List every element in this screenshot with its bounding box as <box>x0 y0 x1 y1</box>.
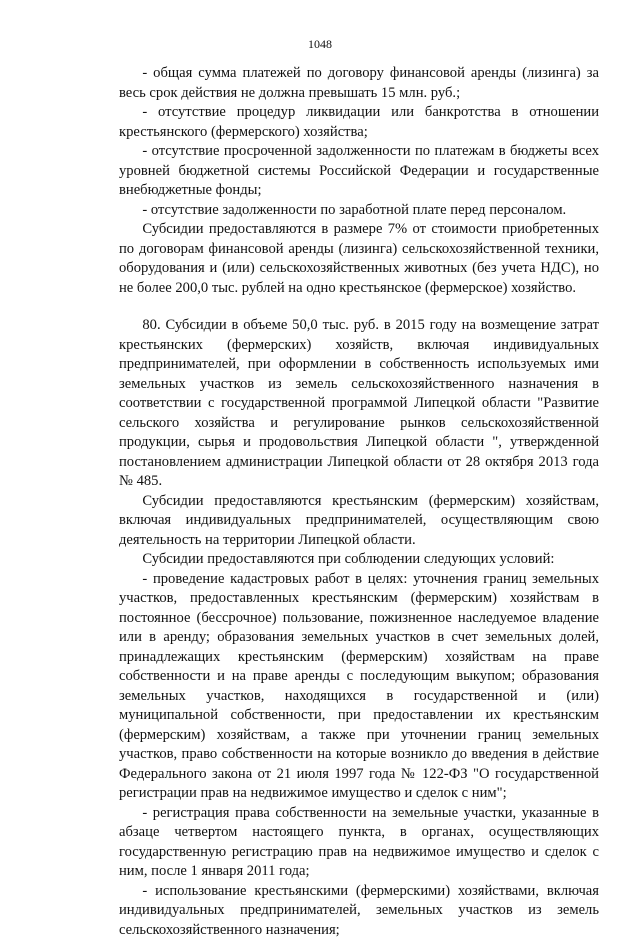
paragraph: - проведение кадастровых работ в целях: уточнения границ земельных участков, предоставленных крестьянским (фермерским) хозяйствам в постоянное (бессрочное) пользование, пожизненное наследуемое владение или в аренду; образования земельных участков в счет земельных долей, принадлежащих крестьянским (фермерским) хозяйствам на праве собственности и на праве аренды с последующим выкупом; образования земельных участков, находящихся в государственной и (или) муниципальной собственности, при предоставлении их крестьянским (фермерским) хозяйствам, а также при уточнении границ земельных участков, право собственности на которые возникло до введения в действие Федерального закона от 21 июля 1997 года № 122-ФЗ "О государственной регистрации прав на недвижимое имущество и сделок с ним"; <box>119 570 599 804</box>
paragraph: - общая сумма платежей по договору финансовой аренды (лизинга) за весь срок действия не должна превышать 15 млн. руб.; <box>119 64 599 103</box>
paragraph: Субсидии предоставляются крестьянским (фермерским) хозяйствам, включая индивидуальных предпринимателей, осуществляющим свою деятельность на территории Липецкой области. <box>119 492 599 551</box>
paragraph: - отсутствие процедур ликвидации или банкротства в отношении крестьянского (фермерского) хозяйства; <box>119 103 599 142</box>
paragraph: 80. Субсидии в объеме 50,0 тыс. руб. в 2015 году на возмещение затрат крестьянских (фермерских) хозяйств, включая индивидуальных предпринимателей, при оформлении в собственность используемых ими земельных участков из земель сельскохозяйственного назначения в соответствии с государственной программой Липецкой области "Развитие сельского хозяйства и регулирование рынков сельскохозяйственной продукции, сырья и продовольствия Липецкой области ", утвержденной постановлением администрации Липецкой области от 28 октября 2013 года № 485. <box>119 316 599 492</box>
paragraph: Субсидии предоставляются при соблюдении следующих условий: <box>119 550 599 570</box>
document-body <box>119 64 599 940</box>
paragraph: - использование крестьянскими (фермерскими) хозяйствами, включая индивидуальных предпринимателей, земельных участков из земель сельскохозяйственного назначения; <box>119 882 599 940</box>
paragraph: - отсутствие просроченной задолженности по платежам в бюджеты всех уровней бюджетной системы Российской Федерации и государственные внебюджетные фонды; <box>119 142 599 201</box>
paragraph: - регистрация права собственности на земельные участки, указанные в абзаце четвертом настоящего пункта, в органах, осуществляющих государственную регистрацию прав на недвижимое имущество и сделок с ним, после 1 января 2011 года; <box>119 804 599 882</box>
page-number: 1048 <box>0 37 640 51</box>
paragraph-gap <box>119 298 599 316</box>
paragraph: Субсидии предоставляются в размере 7% от стоимости приобретенных по договорам финансовой аренды (лизинга) сельскохозяйственной техники, оборудования и (или) сельскохозяйственных животных (без учета НДС), но не более 200,0 тыс. рублей на одно крестьянское (фермерское) хозяйство. <box>119 220 599 298</box>
paragraph: - отсутствие задолженности по заработной плате перед персоналом. <box>119 201 599 221</box>
